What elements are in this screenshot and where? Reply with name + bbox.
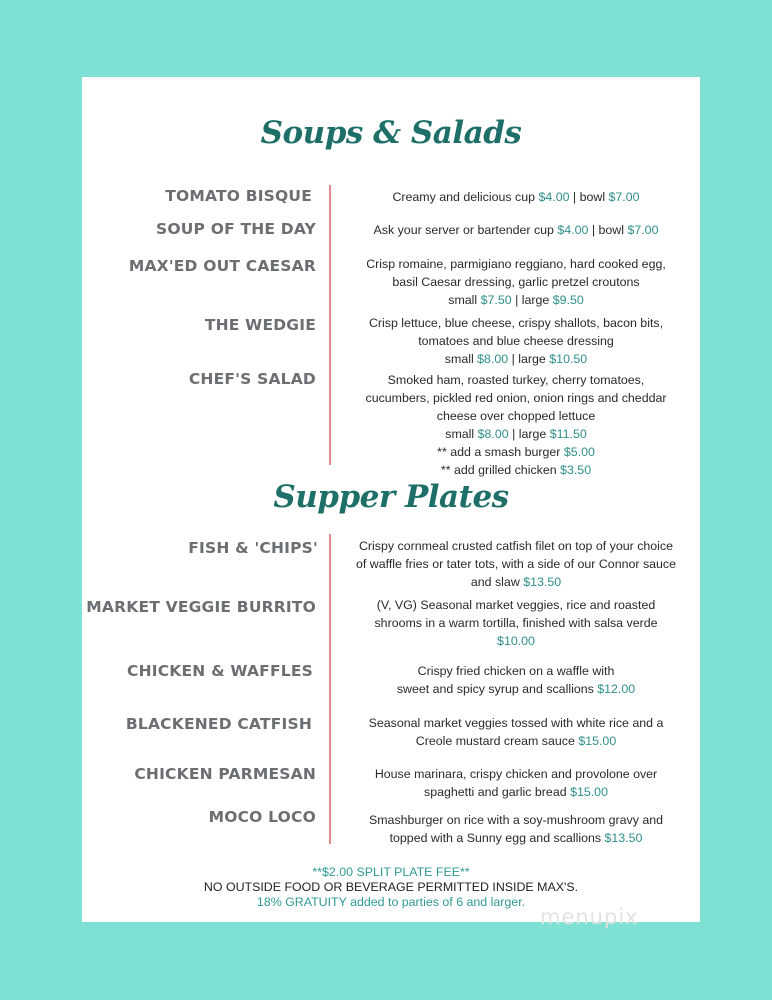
- price: $10.00: [497, 634, 535, 648]
- item-name-chefs-salad: CHEF'S SALAD: [188, 370, 316, 388]
- price: $11.50: [549, 427, 587, 441]
- price: $15.00: [570, 785, 608, 799]
- item-desc-tomato-bisque: Creamy and delicious cup $4.00 | bowl $7.00: [392, 190, 640, 204]
- item-name-tomato-bisque: TOMATO BISQUE: [165, 187, 312, 205]
- supper-divider: [329, 534, 331, 844]
- item-desc-moco-loco: Smashburger on rice with a soy-mushroom gravy and topped with a Sunny egg and scallions $13.50: [368, 813, 664, 845]
- item-name-chicken-parmesan: CHICKEN PARMESAN: [134, 765, 316, 783]
- item-desc-blackened-catfish: Seasonal market veggies tossed with white rice and a Creole mustard cream sauce $15.00: [368, 716, 664, 748]
- price: $9.50: [552, 293, 584, 307]
- item-desc-soup-of-the-day: Ask your server or bartender cup $4.00 | bowl $7.00: [373, 223, 659, 237]
- menu-page: [82, 77, 700, 929]
- price: $3.50: [560, 463, 592, 477]
- item-desc-market-veggie-burrito: (V, VG) Seasonal market veggies, rice and roasted shrooms in a warm tortilla, finished with salsa verde $10.00: [374, 598, 658, 648]
- split-plate-fee: **$2.00 SPLIT PLATE FEE**: [312, 865, 470, 879]
- item-name-moco-loco: MOCO LOCO: [208, 808, 316, 826]
- item-desc-fish-and-chips: Crispy cornmeal crusted catfish filet on top of your choice of waffle fries or tater tots, with a side of our Connor sauce and slaw $13.50: [355, 539, 677, 589]
- price: $8.00: [477, 427, 509, 441]
- price: $7.50: [480, 293, 512, 307]
- item-desc-chicken-and-waffles: Crispy fried chicken on a waffle with sweet and spicy syrup and scallions $12.00: [396, 664, 636, 696]
- item-name-the-wedgie: THE WEDGIE: [204, 316, 316, 334]
- item-name-maxed-out-caesar: MAX'ED OUT CAESAR: [128, 257, 316, 275]
- price: $7.00: [627, 223, 659, 237]
- price: $10.50: [549, 352, 588, 366]
- price: $7.00: [608, 190, 640, 204]
- no-outside-food-notice: NO OUTSIDE FOOD OR BEVERAGE PERMITTED INSIDE MAX'S.: [203, 880, 579, 894]
- price: $13.50: [523, 575, 562, 589]
- soups-divider: [329, 185, 331, 465]
- item-desc-chicken-parmesan: House marinara, crispy chicken and provolone over spaghetti and garlic bread $15.00: [374, 767, 658, 799]
- price: $4.00: [538, 190, 570, 204]
- price: $13.50: [604, 831, 643, 845]
- price: $12.00: [597, 682, 636, 696]
- price: $5.00: [563, 445, 595, 459]
- item-name-blackened-catfish: BLACKENED CATFISH: [125, 715, 312, 733]
- item-name-fish-and-chips: FISH & 'CHIPS': [188, 539, 318, 557]
- supper-plates-heading: Supper Plates: [273, 479, 509, 515]
- item-name-chicken-and-waffles: CHICKEN & WAFFLES: [127, 662, 313, 680]
- menupix-watermark: menupix: [540, 905, 639, 929]
- item-name-soup-of-the-day: SOUP OF THE DAY: [156, 220, 316, 238]
- price: $8.00: [477, 352, 509, 366]
- item-desc-the-wedgie: Crisp lettuce, blue cheese, crispy shallots, bacon bits, tomatoes and blue cheese dressing small $8.00 | large $10.50: [368, 316, 664, 366]
- item-desc-chefs-salad: Smoked ham, roasted turkey, cherry tomatoes, cucumbers, pickled red onion, onion rings and cheddar cheese over chopped lettuce small $8.00 | large $11.50 ** add a smash burger $5.00 ** add grilled chicken $3.50: [365, 373, 667, 477]
- item-desc-maxed-out-caesar: Crisp romaine, parmigiano reggiano, hard cooked egg, basil Caesar dressing, garlic pretzel croutons small $7.50 | large $9.50: [366, 257, 666, 307]
- price: $4.00: [557, 223, 589, 237]
- soups-salads-heading: Soups & Salads: [260, 115, 522, 151]
- gratuity-notice: 18% GRATUITY added to parties of 6 and larger.: [256, 895, 526, 909]
- price: $15.00: [578, 734, 617, 748]
- item-name-market-veggie-burrito: MARKET VEGGIE BURRITO: [86, 598, 316, 616]
- menu-footer: [82, 865, 700, 910]
